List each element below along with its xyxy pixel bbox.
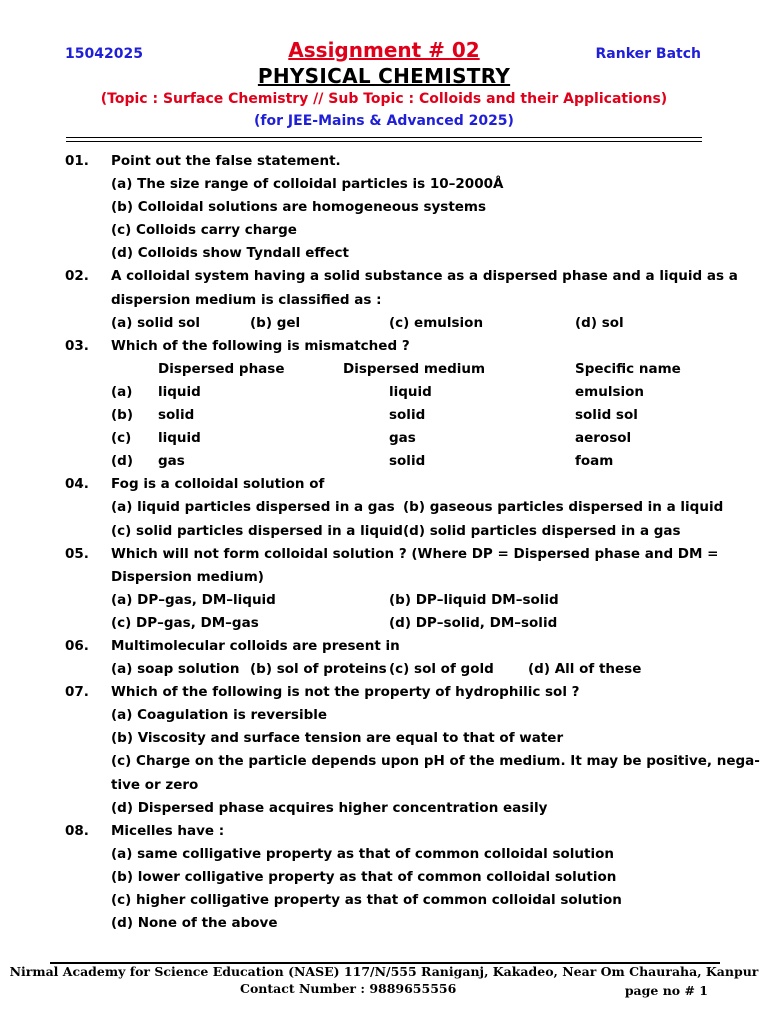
option: (c) DP–gas, DM–gas <box>111 614 259 631</box>
option: (c) Charge on the particle depends upon pH of the medium. It may be positive, nega- <box>111 753 760 770</box>
option-label: (a) <box>111 383 133 400</box>
option: (c) higher colligative property as that of common colloidal solution <box>111 892 622 908</box>
question-number: 06. <box>65 637 89 654</box>
question-4 <box>65 473 705 496</box>
option: (d) Colloids show Tyndall effect <box>111 245 349 262</box>
option: (c) sol of gold <box>389 661 494 678</box>
table-cell: solid <box>158 407 195 424</box>
table-cell: liquid <box>158 430 201 447</box>
option: (b) lower colligative property as that of common colloidal solution <box>111 868 617 885</box>
option: (a) same colligative property as that of common colloidal solution <box>111 845 614 862</box>
option: (d) DP–solid, DM–solid <box>389 614 558 631</box>
table-header <box>65 358 705 381</box>
option: (d) All of these <box>528 661 642 678</box>
question-number: 02. <box>65 268 89 285</box>
subject-title: PHYSICAL CHEMISTRY <box>257 64 511 88</box>
question-number: 07. <box>65 684 89 701</box>
table-row <box>65 381 705 404</box>
question-8 <box>65 820 705 843</box>
assignment-title: Assignment # 02 <box>288 38 480 62</box>
question-number: 01. <box>65 153 89 169</box>
question-7 <box>65 681 705 704</box>
question-list <box>65 150 760 935</box>
option: (d) sol <box>575 314 624 331</box>
table-cell: liquid <box>389 383 432 400</box>
option-label: (c) <box>111 430 132 447</box>
question-number: 03. <box>65 337 89 354</box>
footer-address: Nirmal Academy for Science Education (NASE) 117/N/555 Raniganj, Kakadeo, Near Om Chauraha, Kanpur <box>9 964 759 979</box>
option: (a) solid sol <box>111 314 201 331</box>
table-cell: gas <box>158 453 185 470</box>
table-cell: solid <box>389 407 426 424</box>
option: (a) liquid particles dispersed in a gas <box>111 499 395 516</box>
option-cont: tive or zero <box>111 776 199 793</box>
question-1 <box>65 150 705 173</box>
option: (c) emulsion <box>389 314 484 331</box>
question-number: 08. <box>65 822 89 839</box>
question-text: Which will not form colloidal solution ? (Where DP = Dispersed phase and DM = <box>111 545 719 562</box>
option: (c) solid particles dispersed in a liquid <box>111 522 403 539</box>
option: (a) DP–gas, DM–liquid <box>111 591 276 608</box>
question-5 <box>65 543 719 566</box>
option: (a) soap solution <box>111 661 240 678</box>
question-text: Multimolecular colloids are present in <box>111 637 400 654</box>
option: (b) sol of proteins <box>250 661 387 678</box>
option: (b) gaseous particles dispersed in a liquid <box>403 499 724 516</box>
question-text: Fog is a colloidal solution of <box>111 476 325 493</box>
question-3 <box>65 335 705 358</box>
option: (c) Colloids carry charge <box>111 222 297 239</box>
table-cell: foam <box>575 453 614 470</box>
option-label: (b) <box>111 407 134 424</box>
question-text-cont: Dispersion medium) <box>111 568 264 585</box>
column-header: Dispersed phase <box>158 360 285 377</box>
question-text: Point out the false statement. <box>111 153 341 169</box>
option: (b) DP–liquid DM–solid <box>389 591 559 608</box>
option: (b) gel <box>250 314 301 331</box>
table-row <box>65 450 705 473</box>
table-cell: emulsion <box>575 383 645 400</box>
question-text-cont: dispersion medium is classified as : <box>111 291 382 308</box>
footer-contact: Contact Number : 9889655556 <box>240 981 457 996</box>
exam-line: (for JEE-Mains & Advanced 2025) <box>254 113 514 129</box>
table-cell: solid <box>389 453 426 470</box>
option: (d) None of the above <box>111 915 278 932</box>
question-number: 05. <box>65 545 89 562</box>
option: (d) solid particles dispersed in a gas <box>403 522 681 539</box>
topic-line: (Topic : Surface Chemistry // Sub Topic : Colloids and their Applications) <box>100 91 668 107</box>
option: (a) The size range of colloidal particles is 10–2000Å <box>111 176 504 193</box>
table-cell: liquid <box>158 383 201 400</box>
question-text: Which of the following is not the property of hydrophilic sol ? <box>111 684 580 701</box>
header-divider <box>66 137 702 142</box>
table-cell: solid sol <box>575 407 638 424</box>
question-text: A colloidal system having a solid substance as a dispersed phase and a liquid as a <box>111 268 738 285</box>
column-header: Dispersed medium <box>343 360 486 377</box>
question-text: Micelles have : <box>111 822 225 839</box>
option-label: (d) <box>111 453 134 470</box>
option: (b) Colloidal solutions are homogeneous systems <box>111 199 487 216</box>
date-code: 15042025 <box>65 46 143 62</box>
question-6 <box>65 635 705 658</box>
table-cell: aerosol <box>575 430 632 447</box>
question-2 <box>65 265 738 288</box>
batch-name: Ranker Batch <box>595 46 701 62</box>
question-text: Which of the following is mismatched ? <box>111 337 410 354</box>
question-number: 04. <box>65 476 89 493</box>
option: (d) Dispersed phase acquires higher concentration easily <box>111 799 548 816</box>
page-number: page no # 1 <box>624 983 708 998</box>
option: (b) Viscosity and surface tension are equal to that of water <box>111 730 564 747</box>
table-row <box>65 427 705 450</box>
table-row <box>65 404 705 427</box>
option: (a) Coagulation is reversible <box>111 707 328 724</box>
column-header: Specific name <box>575 360 681 377</box>
table-cell: gas <box>389 430 416 447</box>
